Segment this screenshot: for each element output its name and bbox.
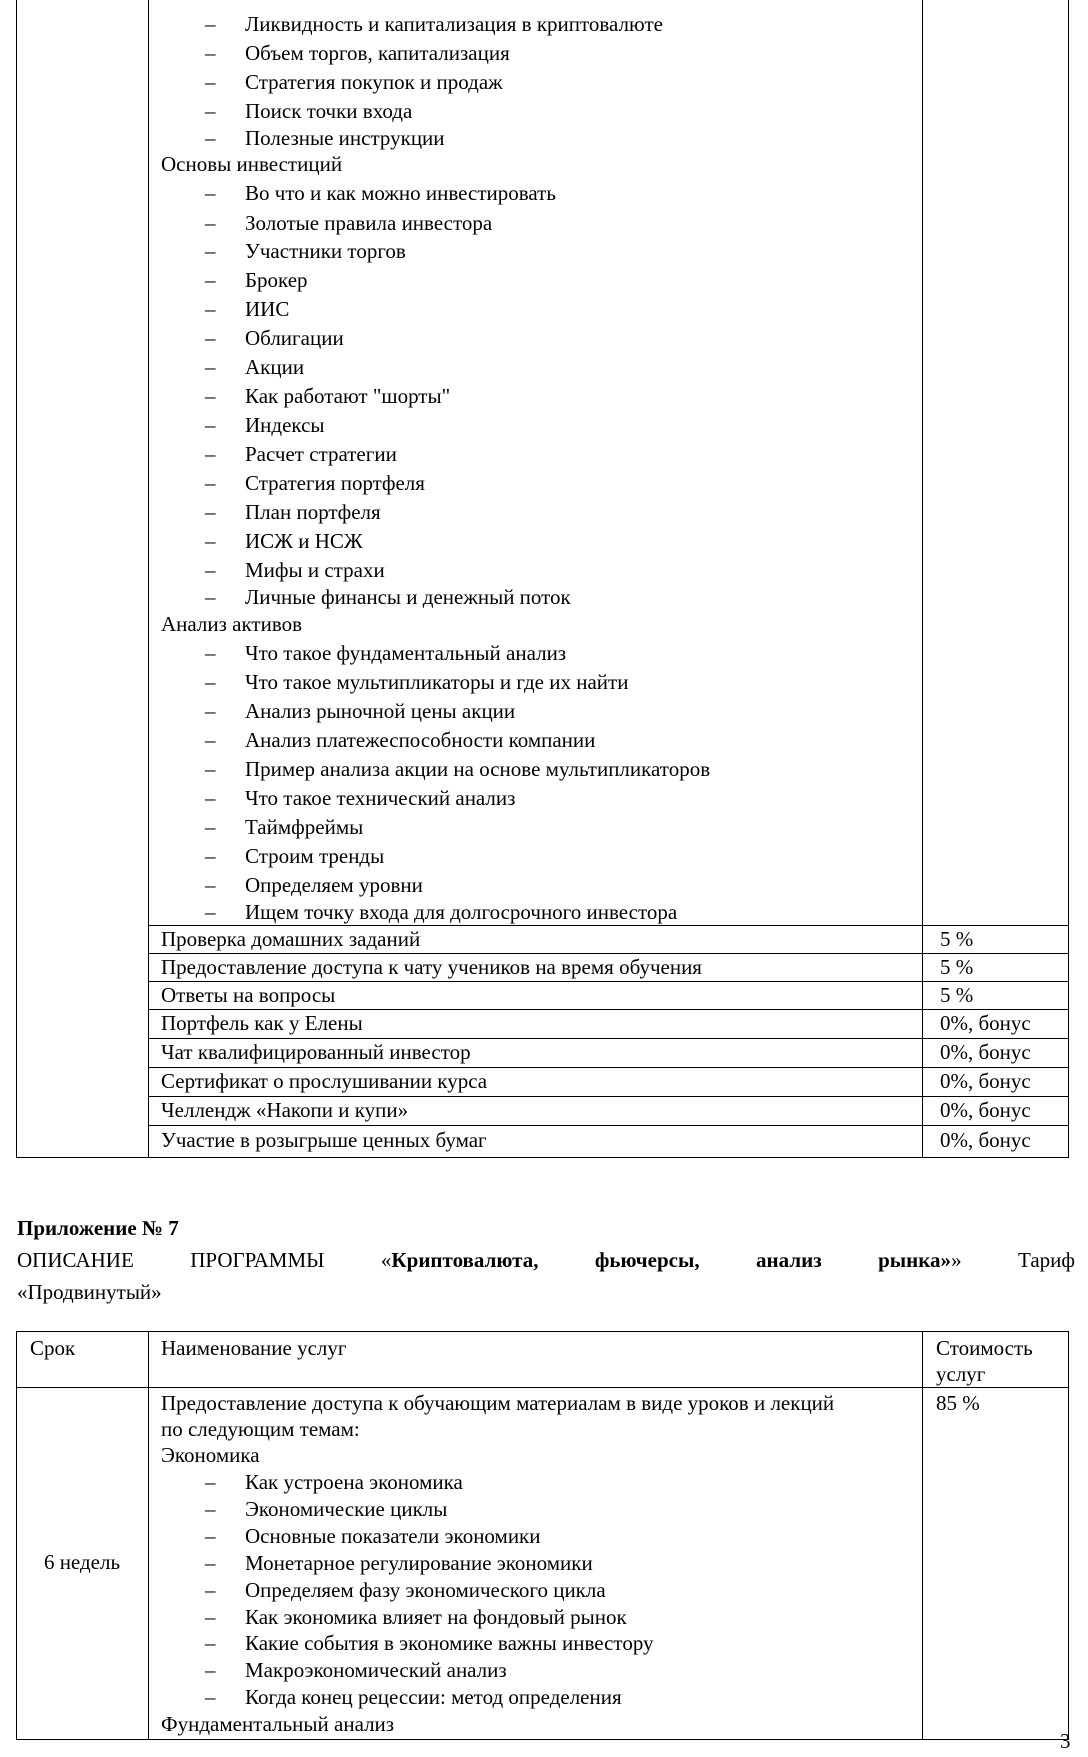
page-number: 3 <box>1060 1729 1071 1753</box>
table2-right-border <box>1068 1331 1069 1740</box>
table1-bottom-border <box>16 1157 1069 1158</box>
header-term: Срок <box>30 1336 76 1360</box>
table1-left-border <box>16 0 17 1158</box>
program-tariff: «Продвинутый» <box>17 1280 162 1304</box>
price-value: 85 % <box>936 1391 980 1415</box>
table2-col-divider-1 <box>148 1331 149 1740</box>
table2-col-divider-2 <box>922 1331 923 1740</box>
table2-left-border <box>16 1331 17 1740</box>
program-description: ОПИСАНИЕ ПРОГРАММЫ «Криптовалюта, фьючерсы, анализ рынка»» Тариф <box>17 1248 1075 1272</box>
table1-col-divider-2 <box>922 0 923 1158</box>
term-cell: 6 недель <box>43 1550 121 1574</box>
table1-row-line <box>148 1125 1069 1126</box>
table2-bottom-border <box>16 1739 1069 1740</box>
header-cost-line2: услуг <box>936 1362 986 1386</box>
header-cost: Стоимость <box>936 1336 1033 1360</box>
table2-header-bottom <box>16 1387 1069 1388</box>
table2-top-border <box>16 1331 1069 1332</box>
table1-right-border <box>1068 0 1069 1158</box>
appendix-title: Приложение № 7 <box>17 1216 179 1240</box>
table1-col-divider-1 <box>148 0 149 1158</box>
header-services: Наименование услуг <box>161 1336 347 1360</box>
